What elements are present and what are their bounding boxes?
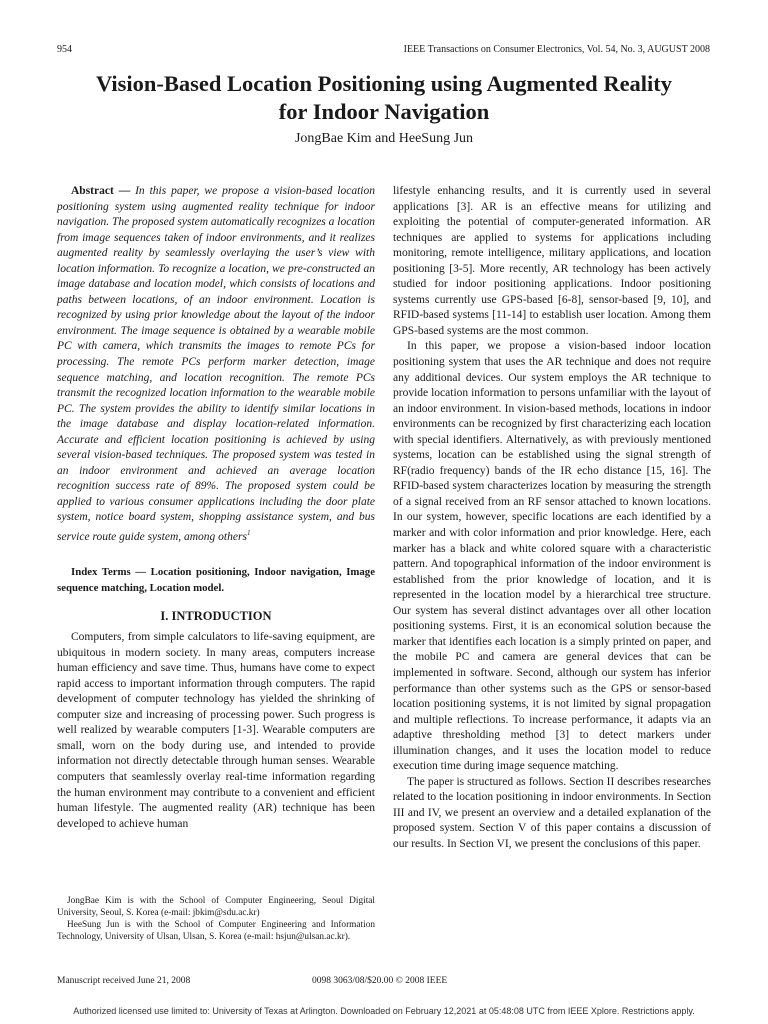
index-terms: Index Terms — Location positioning, Indoor navigation, Image sequence matching, Location model.	[57, 566, 375, 594]
right-column	[393, 184, 711, 853]
paragraph-proposal: In this paper, we propose a vision-based indoor location positioning system that uses the AR technique and does not require any additional devices. Our system employs the AR technique to provide location information to persons unfamiliar with the layout of an indoor environment. In vision-based methods, locations in indoor environments can be recognized by first characterizing each location with special identifiers. Alternatively, as with previously mentioned systems, location can be established using the signal strength of RF(radio frequency) bands of the IR echo distance [15, 16]. The RFID-based system characterizes location by measuring the strength of a signal received from an RF sensor attached to known locations. In our system, however, specific locations are each identified by a marker and with color information and prior knowledge. Here, each marker has a black and white colored square with a characteristic pattern. And topographical information of the indoor environment is established from the prior knowledge of location, and it is represented in the location model by a hierarchical tree structure. Our system has several distinct advantages over all other location positioning systems. First, it is an economical solution because the marker that identifies each location is a simply printed on paper, and the mobile PC and camera are general devices that can be implemented in software. Second, although our system has inferior performance than other systems such as the GPS or sensor-based location positioning systems, it is not limited by signal propagation and multiple reflections. To increase performance, it adapts via an adaptive thresholding method [3] to detect markers under illumination changes, and it uses the location model to reduce execution time during image sequence matching.	[393, 340, 711, 773]
manuscript-received: Manuscript received June 21, 2008	[57, 976, 191, 986]
title-line-2: for Indoor Navigation	[278, 99, 490, 124]
footnote-mark: 1	[246, 529, 251, 538]
title-line-1: Vision-Based Location Positioning using Augmented Reality	[95, 71, 673, 96]
abstract-label: Abstract —	[71, 185, 131, 197]
footnote-author-2: HeeSung Jun is with the School of Computer Engineering and Information Technology, University of Ulsan, Ulsan, S. Korea (e-mail: hsjun@ulsan.ac.kr).	[57, 920, 375, 942]
page-number: 954	[57, 44, 72, 55]
footnote-author-1: JongBae Kim is with the School of Computer Engineering, Seoul Digital University, Seoul, S. Korea (e-mail: jbkim@sdu.ac.kr)	[57, 896, 375, 918]
intro-paragraph: Computers, from simple calculators to life-saving equipment, are ubiquitous in modern society. In many areas, computers increase human efficiency and save time. Thus, humans have come to expect rapid access to important information through computers. The rapid development of computer technology has yielded the shrinking of computer size and increasing of processing power. Such progress is well realized by wearable computers [1-3]. Wearable computers are small, worn on the body during use, and intended to provide information not directly detectable through human senses. Wearable computers that seamlessly overlay real-time information regarding the human environment may contribute to a convenient and efficient human lifestyle. The augmented reality (AR) technique has been developed to achieve human	[57, 631, 375, 830]
section-heading-introduction: I. INTRODUCTION	[160, 608, 272, 623]
left-column	[57, 184, 375, 832]
license-banner: Authorized licensed use limited to: University of Texas at Arlington. Downloaded on February 12,2021 at 05:48:08 UTC from IEEE Xplore. Restrictions apply.	[73, 1006, 695, 1016]
abstract	[57, 184, 375, 545]
copyright-notice: 0098 3063/08/$20.00 © 2008 IEEE	[312, 976, 448, 986]
journal-header: IEEE Transactions on Consumer Electronics, Vol. 54, No. 3, AUGUST 2008	[403, 44, 710, 55]
paragraph-continued: lifestyle enhancing results, and it is currently used in several applications [3]. AR is an effective means for utilizing and exploiting the potential of computer-generated information. AR techniques are applied to systems for applications including monitoring, remote intelligence, military applications, and location positioning [3-5]. More recently, AR technology has been actively studied for indoor positioning applications. Indoor positioning systems currently use GPS-based [6-8], sensor-based [9, 10], and RFID-based systems [11-14] to establish user location. Among them GPS-based systems are the most common.	[393, 185, 711, 337]
paper-title	[60, 70, 708, 126]
paragraph-structure: The paper is structured as follows. Section II describes researches related to the location positioning in indoor environments. In Section III and IV, we present an overview and a detailed explanation of the proposed system. Section V of this paper contains a discussion of our results. In Section VI, we present the conclusions of this paper.	[393, 775, 711, 850]
authors: JongBae Kim and HeeSung Jun	[294, 131, 474, 146]
abstract-text: In this paper, we propose a vision-based location positioning system using augmented reality technique for indoor navigation. The proposed system automatically recognizes a location from image sequences taken of indoor environments, and it realizes augmented reality by seamlessly overlaying the user’s view with location information. To recognize a location, we pre-constructed an image database and location model, which consists of locations and paths between locations, of an indoor environment. Location is recognized by using prior knowledge about the layout of the indoor environment. The image sequence is obtained by a wearable mobile PC with camera, which transmits the images to remote PCs for processing. The remote PCs perform marker detection, image sequence matching, and location recognition. The remote PCs transmit the recognized location information to the wearable mobile PC. The system provides the ability to identify similar locations in the image database and display location-related information. Accurate and efficient location positioning is achieved by using several vision-based techniques. The proposed system was tested in an indoor environment and achieved an average location recognition success rate of 89%. The proposed system could be applied to various consumer applications including the door plate system, notice board system, shopping assistance system, and bus service route guide system, among others	[57, 185, 375, 543]
author-footnotes	[57, 895, 375, 943]
